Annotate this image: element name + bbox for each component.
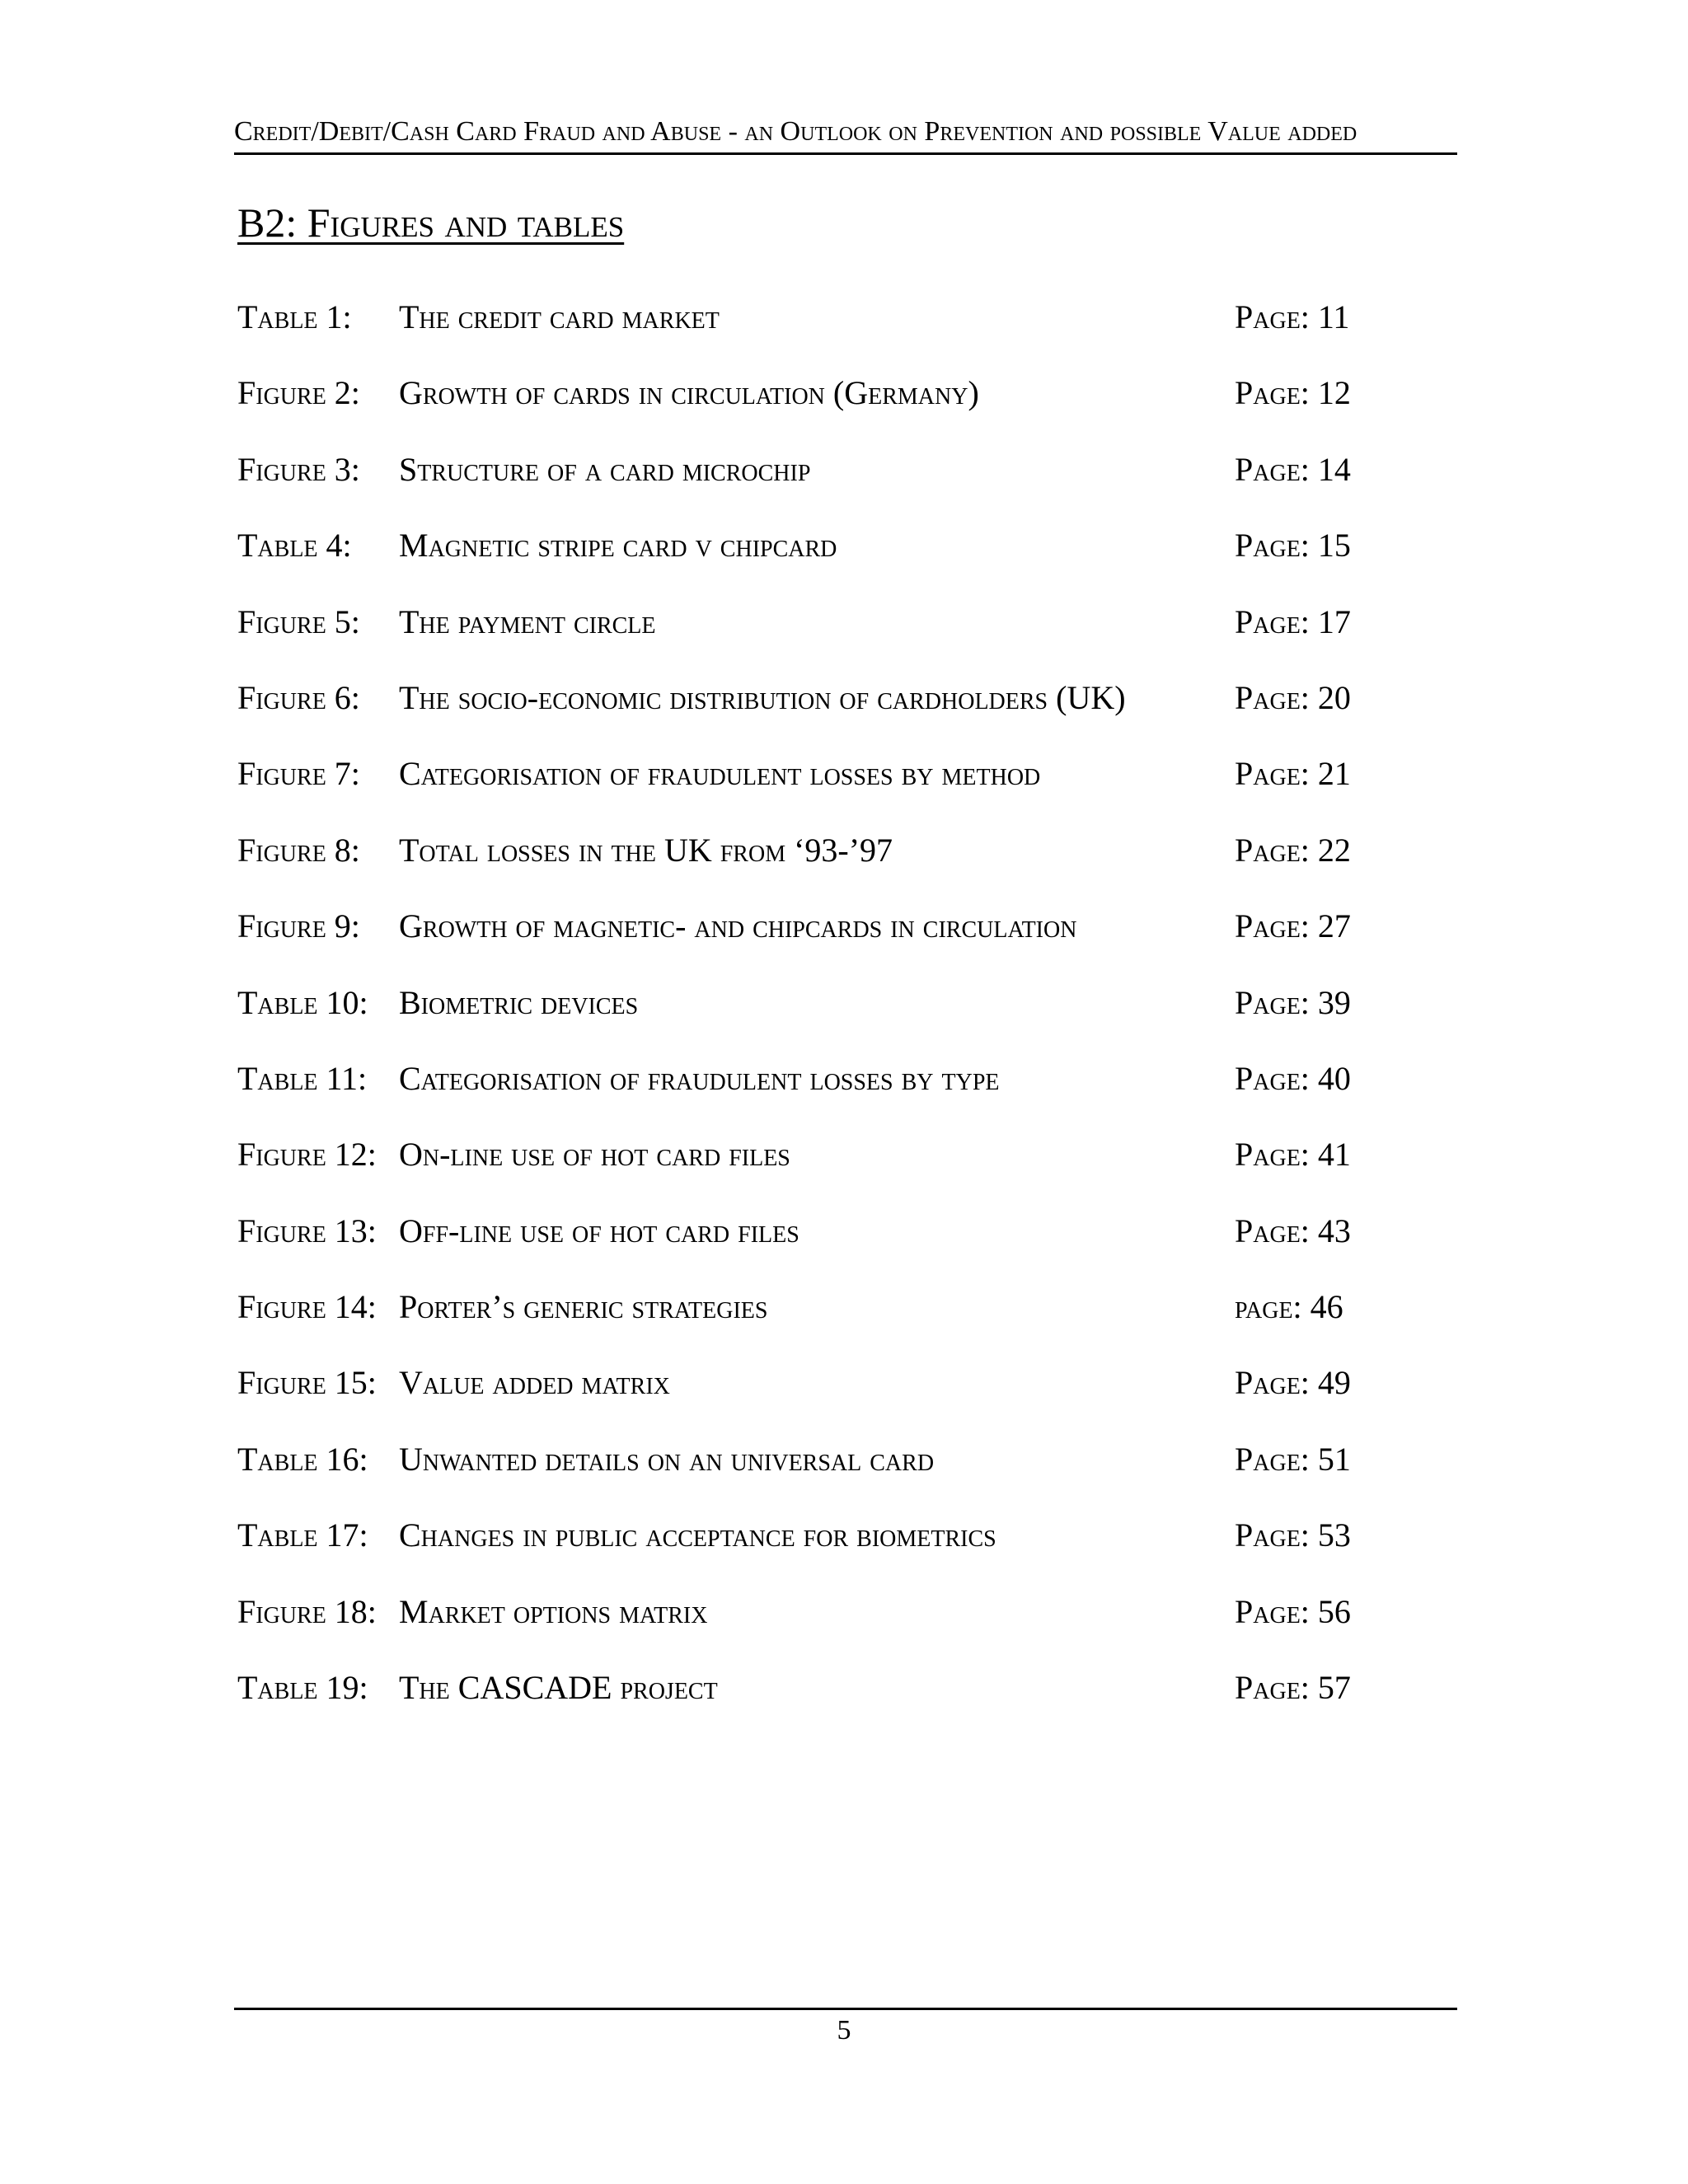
header-rule [234,152,1457,155]
list-item [237,368,1391,444]
entry-label: Figure 18: [237,1592,377,1630]
entry-page: Page: 12 [1235,374,1351,412]
entry-page: Page: 15 [1235,527,1351,565]
entry-label: Table 11: [237,1059,368,1097]
list-item [237,673,1391,749]
entry-page: Page: 49 [1235,1364,1351,1402]
running-header: Credit/Debit/Cash Card Fraud and Abuse - an Outlook on Prevention and possible Value added [234,116,1357,147]
entry-page: Page: 53 [1235,1516,1351,1554]
entry-title: Categorisation of fraudulent losses by method [399,755,1041,793]
entry-title: The credit card market [399,298,720,335]
entry-page: Page: 20 [1235,678,1351,716]
list-item [237,978,1391,1054]
entry-label: Table 17: [237,1516,368,1554]
list-item [237,1282,1391,1358]
entry-label: Figure 8: [237,831,360,869]
entry-page: Page: 39 [1235,983,1351,1021]
entry-page: Page: 57 [1235,1669,1351,1707]
list-item [237,1207,1391,1282]
entry-title: Market options matrix [399,1592,708,1630]
entry-title: Structure of a card microchip [399,450,811,488]
entry-page: Page: 43 [1235,1212,1351,1249]
footer-rule [234,2008,1457,2010]
entry-page: Page: 27 [1235,907,1351,945]
entry-title: Biometric devices [399,983,639,1021]
entry-page: Page: 17 [1235,602,1351,640]
entry-label: Figure 14: [237,1288,377,1326]
entry-label: Figure 2: [237,374,360,412]
list-item [237,902,1391,977]
list-item [237,1435,1391,1511]
page-number: 5 [837,2015,851,2046]
entry-label: Figure 15: [237,1364,377,1402]
entry-label: Table 1: [237,298,352,335]
entry-title: Growth of magnetic- and chipcards in circulation [399,907,1077,945]
entry-title: The payment circle [399,602,656,640]
entry-page: Page: 11 [1235,298,1350,335]
entry-page: page: 46 [1235,1288,1343,1326]
list-item [237,749,1391,825]
list-item [237,598,1391,673]
list-item [237,293,1391,368]
entry-title: The socio-economic distribution of cardholders (UK) [399,678,1126,716]
entry-title: Magnetic stripe card v chipcard [399,527,837,565]
entry-label: Table 16: [237,1440,368,1478]
entry-page: Page: 41 [1235,1136,1351,1174]
entry-title: Growth of cards in circulation (Germany) [399,374,979,412]
section-title: B2: Figures and tables [237,199,625,246]
entry-page: Page: 40 [1235,1059,1351,1097]
entry-title: Changes in public acceptance for biometrics [399,1516,996,1554]
entry-title: Categorisation of fraudulent losses by type [399,1059,1000,1097]
entry-title: Off-line use of hot card files [399,1212,799,1249]
entry-page: Page: 14 [1235,450,1351,488]
entry-title: The CASCADE project [399,1669,718,1707]
entry-page: Page: 21 [1235,755,1351,793]
entry-label: Table 19: [237,1669,368,1707]
list-item [237,1587,1391,1663]
entry-page: Page: 51 [1235,1440,1351,1478]
list-item [237,521,1391,597]
entry-label: Figure 12: [237,1136,377,1174]
list-item [237,1130,1391,1206]
entry-page: Page: 56 [1235,1592,1351,1630]
entry-label: Figure 9: [237,907,360,945]
entry-title: On-line use of hot card files [399,1136,790,1174]
entry-label: Table 4: [237,527,352,565]
list-item [237,1054,1391,1130]
entry-title: Total losses in the UK from ‘93-’97 [399,831,893,869]
figures-and-tables-list [237,293,1391,1739]
entry-label: Figure 3: [237,450,360,488]
entry-label: Figure 5: [237,602,360,640]
list-item [237,826,1391,902]
list-item [237,445,1391,521]
entry-label: Figure 6: [237,678,360,716]
entry-page: Page: 22 [1235,831,1351,869]
entry-label: Figure 7: [237,755,360,793]
list-item [237,1663,1391,1739]
list-item [237,1358,1391,1434]
entry-title: Unwanted details on an universal card [399,1440,935,1478]
entry-label: Table 10: [237,983,368,1021]
entry-title: Porter’s generic strategies [399,1288,768,1326]
entry-title: Value added matrix [399,1364,670,1402]
list-item [237,1511,1391,1586]
entry-label: Figure 13: [237,1212,377,1249]
